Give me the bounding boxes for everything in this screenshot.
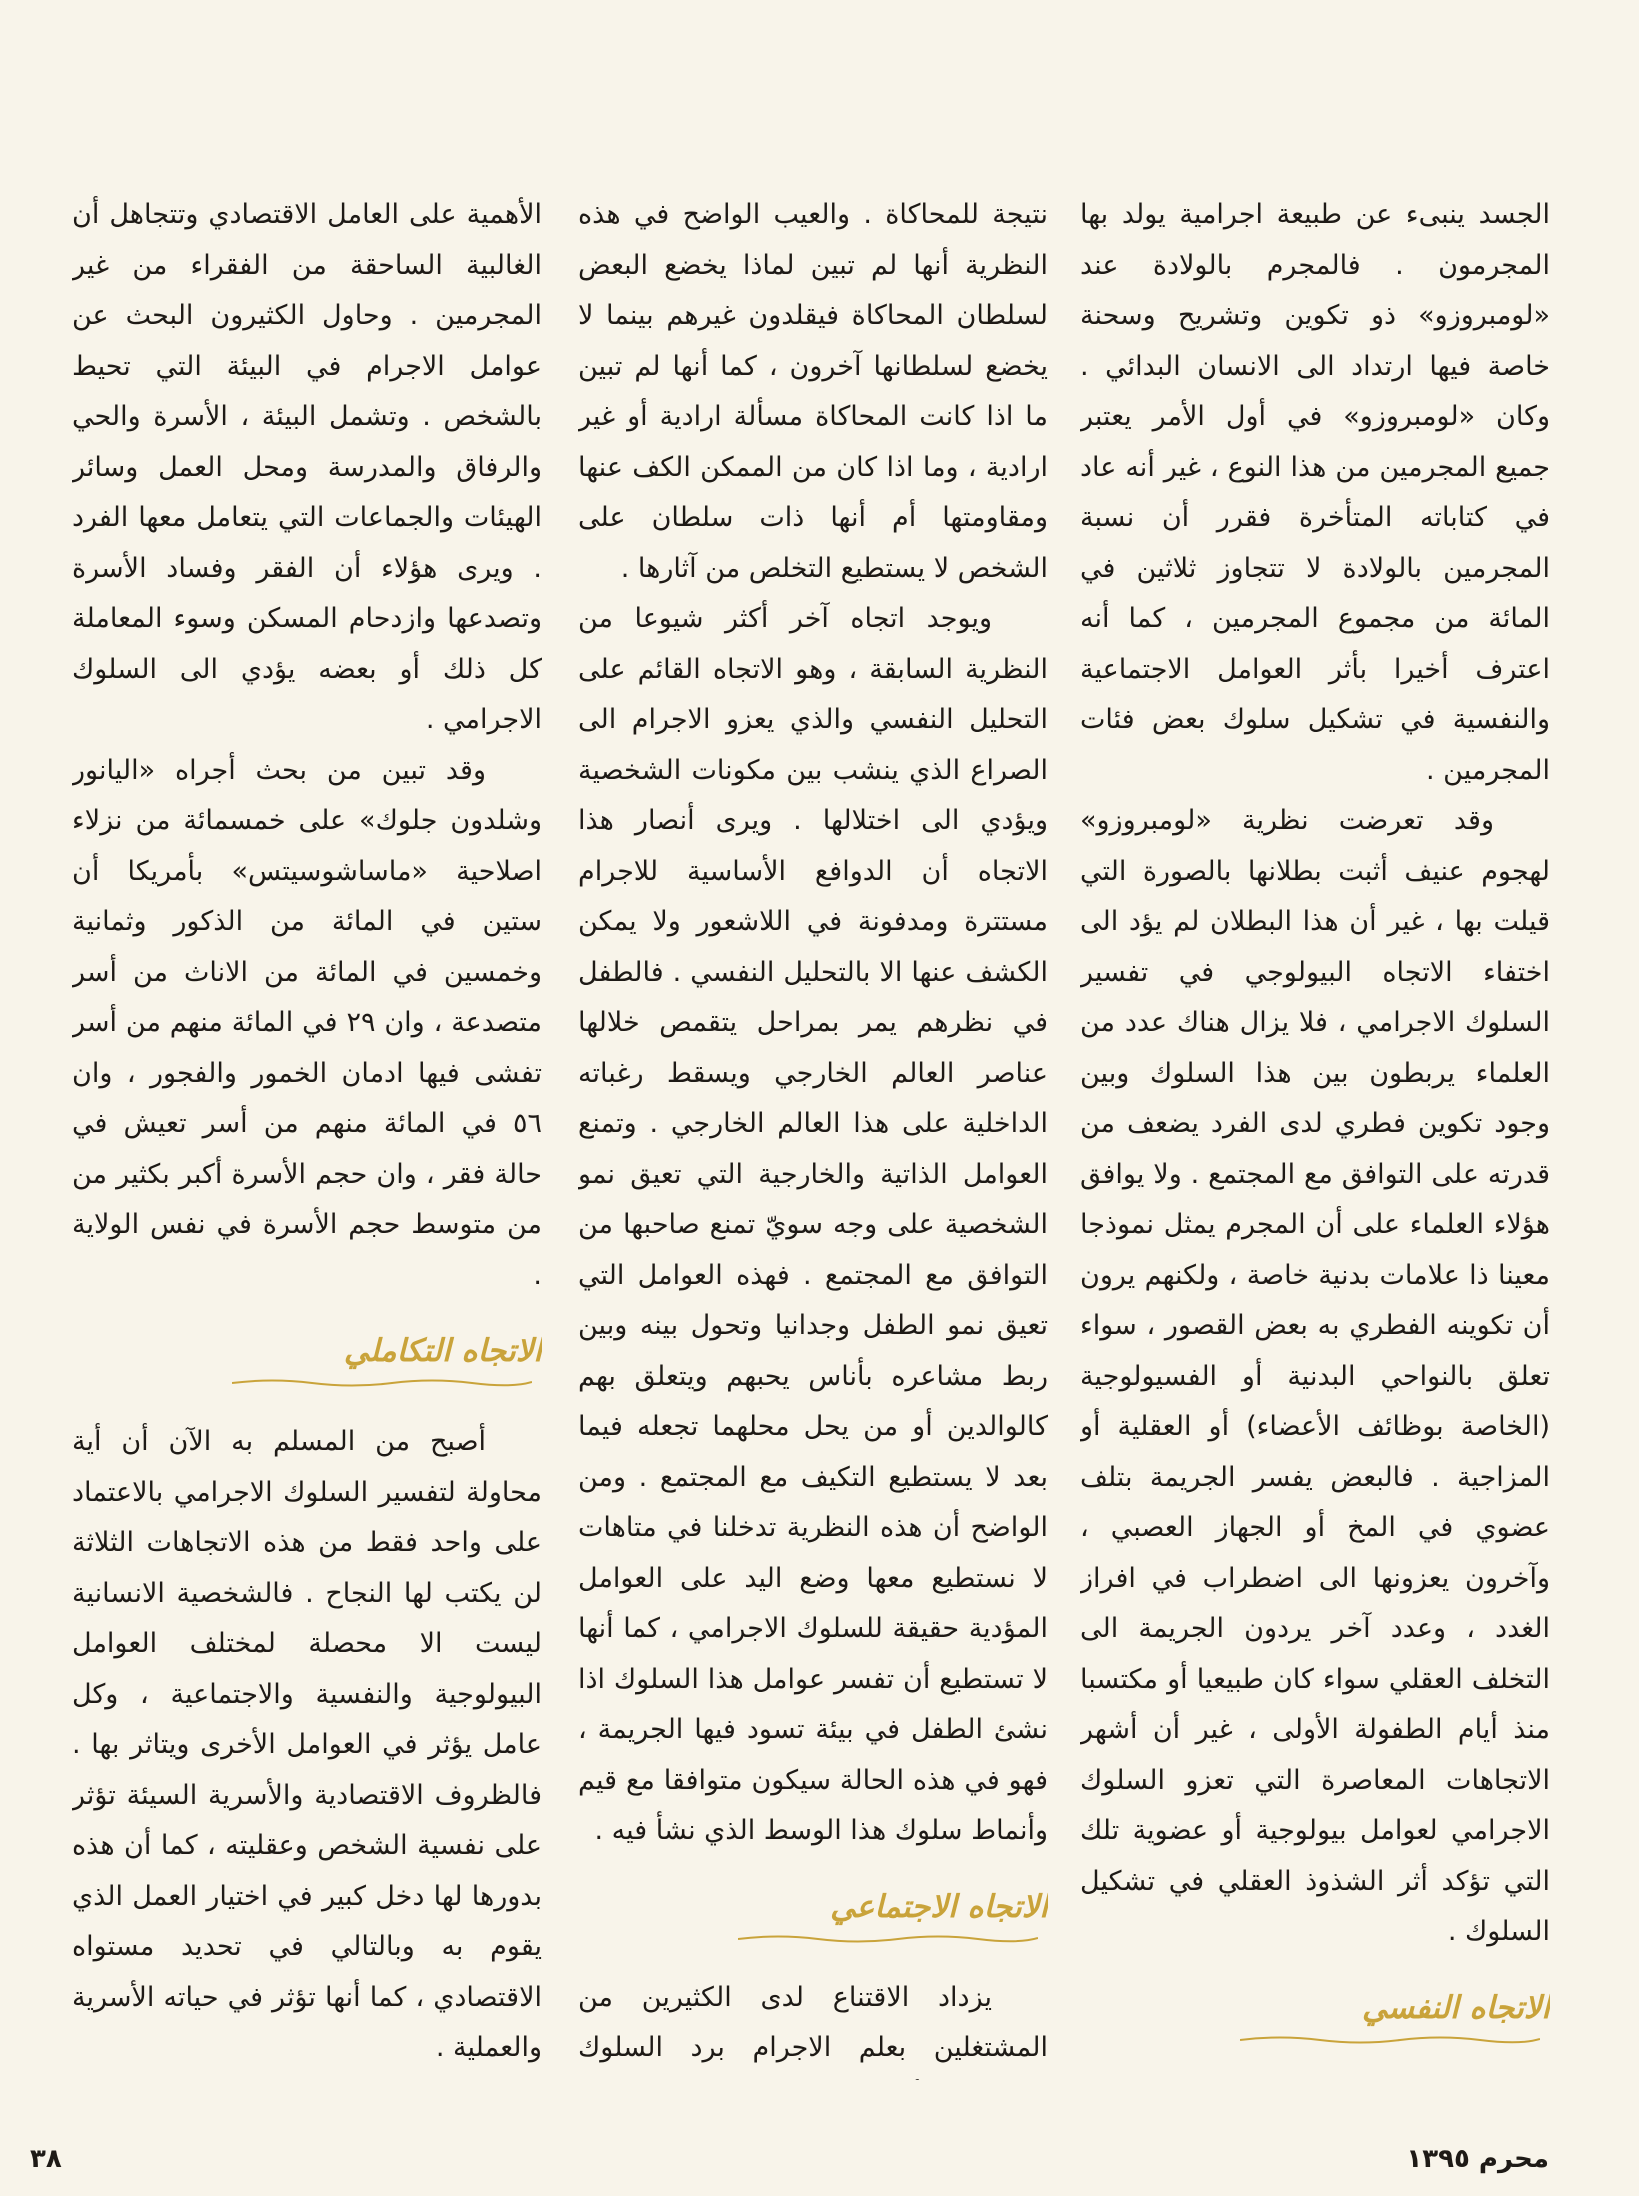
issue-date: محرم ١٣٩٥	[1406, 2144, 1549, 2174]
section-heading-text: الاتجاه الاجتماعي	[830, 1888, 1048, 1925]
body-paragraph	[72, 2074, 542, 2081]
heading-flourish-icon	[738, 1933, 1038, 1943]
section-heading-text: الاتجاه التكاملي	[343, 1333, 542, 1369]
body-paragraph: الأهمية على العامل الاقتصادي وتتجاهل أن الغالبية الساحقة من الفقراء من غير المجرمين . وحاول الكثيرون البحث عن عوامل الاجرام في البيئة التي تحيط بالشخص . وتشمل البيئة ، الأسرة والحي والرفاق والمدرسة ومحل العمل وسائر الهيئات والجماعات التي يتعامل معها الفرد . ويرى هؤلاء أن الفقر وفساد الأسرة وتصدعها وازدحام المسكن وسوء المعاملة كل ذلك أو بعضه يؤدي الى السلوك الاجرامي .	[72, 199, 542, 735]
body-paragraph: وقد تعرضت نظرية «لومبروزو» لهجوم عنيف أثبت بطلانها بالصورة التي قيلت بها ، غير أن هذا البطلان لم يؤد الى اختفاء الاتجاه البيولوجي في تفسير السلوك الاجرامي ، فلا يزال هناك عدد من العلماء يربطون بين هذا السلوك وبين وجود تكوين فطري لدى الفرد يضعف من قدرته على التوافق مع المجتمع . ولا يوافق هؤلاء العلماء على أن المجرم يمثل نموذجا معينا ذا علامات بدنية خاصة ، ولكنهم يرون أن تكوينه الفطري به بعض القصور ، سواء تعلق بالنواحي البدنية أو الفسيولوجية (الخاصة بوظائف الأعضاء) أو العقلية أو المزاجية . فالبعض يفسر الجريمة بتلف عضوي في المخ أو الجهاز العصبي ، وآخرون يعزونها الى اضطراب في افراز الغدد ، وعدد آخر يردون الجريمة الى التخلف العقلي سواء كان طبيعيا أو مكتسبا منذ أيام الطفولة الأولى ، غير أن أشهر الاتجاهات المعاصرة التي تعزو السلوك الاجرامي لعوامل بيولوجية أو عضوية تلك التي تؤكد أثر الشذوذ العقلي في تشكيل السلوك .	[1080, 805, 1550, 1947]
body-paragraph: أصبح من المسلم به الآن أن أية محاولة لتفسير السلوك الاجرامي بالاعتماد على واحد فقط من هذه الاتجاهات الثلاثة لن يكتب لها النجاح . فالشخصية الانسانية ليست الا محصلة لمختلف العوامل البيولوجية والنفسية والاجتماعية ، وكل عامل يؤثر في العوامل الأخرى ويتاثر بها . فالظروف الاقتصادية والأسرية السيئة تؤثر على نفسية الشخص وعقليته ، كما أن هذه بدورها لها دخل كبير في اختيار العمل الذي يقوم به وبالتالي في تحديد مستواه الاقتصادي ، كما أنها تؤثر في حياته الأسرية والعملية .	[72, 1426, 542, 2063]
body-paragraph: ويوجد اتجاه آخر أكثر شيوعا من النظرية السابقة ، وهو الاتجاه القائم على التحليل النفسي والذي يعزو الاجرام الى الصراع الذي ينشب بين مكونات الشخصية ويؤدي الى اختلالها . ويرى أنصار هذا الاتجاه أن الدوافع الأساسية للاجرام مستترة ومدفونة في اللاشعور ولا يمكن الكشف عنها الا بالتحليل النفسي . فالطفل في نظرهم يمر بمراحل يتقمص خلالها عناصر العالم الخارجي ويسقط رغباته الداخلية على هذا العالم الخارجي . وتمنع العوامل الذاتية والخارجية التي تعيق نمو الشخصية على وجه سويّ تمنع صاحبها من التوافق مع المجتمع . فهذه العوامل التي تعيق نمو الطفل وجدانيا وتحول بينه وبين ربط مشاعره بأناس يحبهم ويتعلق بهم كالوالدين أو من يحل محلهما تجعله فيما بعد لا يستطيع التكيف مع المجتمع . ومن الواضح أن هذه النظرية تدخلنا في متاهات لا نستطيع معها وضع اليد على العوامل المؤدية حقيقة للسلوك الاجرامي ، كما أنها لا تستطيع أن تفسر عوامل هذا السلوك اذا نشئ الطفل في بيئة تسود فيها الجريمة ، فهو في هذه الحالة سيكون متوافقا مع قيم وأنماط سلوك هذا الوسط الذي نشأ فيه .	[578, 603, 1048, 1846]
body-paragraph: وقد تبين من بحث أجراه «اليانور وشلدون جلوك» على خمسمائة من نزلاء اصلاحية «ماساشوسيتس» بأمريكا أن ستين في المائة من الذكور وثمانية وخمسين في المائة من الاناث من أسر متصدعة ، وان ٢٩ في المائة منهم من أسر تفشى فيها ادمان الخمور والفجور ، وان ٥٦ في المائة منهم من أسر تعيش في حالة فقر ، وان حجم الأسرة أكبر بكثير من من متوسط حجم الأسرة في نفس الولاية .	[72, 754, 542, 1291]
body-paragraph: نتيجة للمحاكاة . والعيب الواضح في هذه النظرية أنها لم تبين لماذا يخضع البعض لسلطان المحاكاة فيقلدون غيرهم بينما لا يخضع لسلطانها آخرون ، كما أنها لم تبين ما اذا كانت المحاكاة مسألة ارادية أو غير ارادية ، وما اذا كان من الممكن الكف عنها ومقاومتها أم أنها ذات سلطان على الشخص لا يستطيع التخلص من آثارها .	[578, 199, 1048, 584]
body-paragraph: الجسد ينبىء عن طبيعة اجرامية يولد بها المجرمون . فالمجرم بالولادة عند «لومبروزو» ذو تكوين وتشريح وسحنة خاصة فيها ارتداد الى الانسان البدائي . وكان «لومبروزو» في أول الأمر يعتبر جميع المجرمين من هذا النوع ، غير أنه عاد في كتاباته المتأخرة فقرر أن نسبة المجرمين بالولادة لا تتجاوز ثلاثين في المائة من مجموع المجرمين ، كما أنه اعترف أخيرا بأثر العوامل الاجتماعية والنفسية في تشكيل سلوك بعض فئات المجرمين .	[1080, 199, 1550, 786]
section-heading-psychological	[1080, 1974, 1550, 2062]
body-paragraph	[1080, 2074, 1550, 2081]
section-heading-social	[578, 1873, 1048, 1961]
article-column-right	[1080, 190, 1550, 2080]
article-column-left	[72, 190, 542, 2080]
article-column-middle	[578, 190, 1048, 2080]
heading-flourish-icon	[1240, 2034, 1540, 2044]
heading-flourish-icon	[232, 1377, 532, 1387]
body-paragraph: يزداد الاقتناع لدى الكثيرين من المشتغلين بعلم الاجرام برد السلوك	[578, 1981, 1048, 2063]
page-number: ٣٨	[30, 2144, 62, 2174]
section-heading-text: الاتجاه النفسي	[1362, 1989, 1550, 2026]
section-heading-integrative	[72, 1317, 542, 1405]
